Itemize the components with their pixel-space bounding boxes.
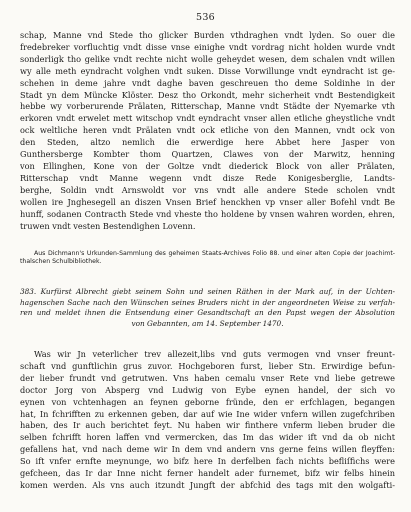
text-line: schap, Manne vnd Stede tho glicker Burden vthdraghen vndt lyden. So ouer die xyxy=(20,30,395,40)
text-line: So ift vnfer ernfte meynunge, wo bifz here In derfelben fach nichts befliſfichs were xyxy=(20,456,395,467)
text-line: ock weltliche heren vndt Prälaten vndt ock etliche von den Mannen, vndt ock von xyxy=(20,125,395,136)
text-line: wollen ire Jnghesegell an diszen Vnsen Brief henckhen vp vnser aller Bofehl vndt Be xyxy=(20,196,395,207)
text-line: gefcheen, das Ir dar Inne nicht ferner handelt ader furnemet, bifz wir felbs hinein xyxy=(20,468,395,479)
text-line: doctor Jorg von Absperg vnd Ludwig von Eybe eynen handel, der sich vo xyxy=(20,384,395,395)
text-line: haben, des Ir auch berichtet feyt. Nu haben wir finthere vnferm lieben bruder die xyxy=(20,420,395,431)
text-line: wy alle meth eyndracht volghen vndt suken. Disse Vorwillunge vndt eyndracht ist ge- xyxy=(20,65,395,76)
text-line: fredebreker vorfluchtig vndt disse vnse einighe vndt vordrag nicht holden wurde vndt xyxy=(20,41,395,52)
text-line: hat, In fchrifften zu erkennen geben, dar auf wie Ine wider vnfern willen zugefchriben xyxy=(20,408,395,419)
text-line: den Steden, altzo nemlich die erwerdige here Abbet here Jasper von xyxy=(20,137,395,148)
heading-line: ren und meldet ihnen die Entsendung einer Gesandtschaft an den Papst wegen der Absolution xyxy=(20,308,395,318)
text-line: Was wir Jn veterlicher trev allezeit,libs vnd guts vermogen vnd vnser freunt- xyxy=(34,349,395,359)
text-line: erkoren vndt erwelet mett witschop vndt eyndracht vnser allen etliche gheystliche vndt xyxy=(20,113,395,124)
text-line: hunff, sodanen Contracth Stede vnd vheste tho holdene by vnsen wahren worden, ehren, xyxy=(20,208,395,219)
heading-line: 383. Kurfürst Albrecht giebt seinem Sohn und seinen Räthen in der Mark auf, in der Uchten- xyxy=(20,287,395,296)
page-number: 536 xyxy=(195,12,216,23)
text-line: sonderligk tho gelike vndt rechte nicht wolle geheydet wesen, dem schalen vndt willen xyxy=(20,53,395,64)
text-line: von Ellinghen, Kone von der Goltze vndt diederick Block von aller Prälaten, xyxy=(20,160,395,171)
document-paragraph-body xyxy=(20,349,395,492)
text-line: eynen von vchtenhagen an feynen geborne fründe, den er erfchlagen, begangen xyxy=(20,396,395,407)
text-line: gefallens hat, vnd nach deme wir In dem vnd andern vns gerne feins willen fleyffen: xyxy=(20,444,395,455)
source-note xyxy=(20,250,395,267)
text-line: komen werden. Als vns auch itzundt Jungft der abfchid des tags mit den wolgafti- xyxy=(20,479,395,490)
text-line: der lieber frundt vnd getrutwen. Vns haben cemalu vnser Rete vnd liebe getrewe xyxy=(20,372,395,383)
text-line: Ritterschap vndt Manne wegenn vndt disze Rede Konigesberglie, Landts- xyxy=(20,172,395,183)
text-line: Stadt yn dem Müncke Klöster. Desz tho Orkondt, mehr sicherheit vndt Bestendigkeit xyxy=(20,89,395,100)
document-paragraph-top xyxy=(20,30,395,232)
heading-line: hagenschen Sache nach den Wünschen seines Bruders nicht in der angeordneten Weise zu verfah- xyxy=(20,297,395,307)
text-line: Gunthersberge Kombter thom Quartzen, Clawes von der Marwitz, henning xyxy=(20,149,395,160)
text-line: selben fchrifft horen laffen vnd vermercken, das Im das wider ift vnd da ob nicht xyxy=(20,432,395,443)
text-line: berghe, Soldin vndt Arnswoldt vor vns vndt alle andere Stede scholen vndt xyxy=(20,184,395,195)
heading-line: von Gebannten, am 14. September 1470. xyxy=(131,318,284,328)
text-line: schehen in deme jahre vndt daghe baven geschreuen tho deme Soldinhe in der xyxy=(20,77,395,88)
note-line: Aus Dichmann's Urkunden-Sammlung des geheimen Staats-Archives Folio 88. und einer alten Copie der Joachimt- xyxy=(34,250,395,257)
text-line: hebbe wy vorberurende Prälaten, Ritterschap, Manne vndt Städte der Nyemarke vth xyxy=(20,101,395,112)
document-heading xyxy=(20,287,395,329)
text-line: schaft vnd gunftlichin grus zuvor. Hochgeboren furst, lieber Stn. Erwirdige befun- xyxy=(20,360,395,371)
text-line: truwen vndt vesten Bestendighen Lovenn. xyxy=(20,220,196,231)
note-line: thalschen Schulbibliothek. xyxy=(20,258,102,266)
